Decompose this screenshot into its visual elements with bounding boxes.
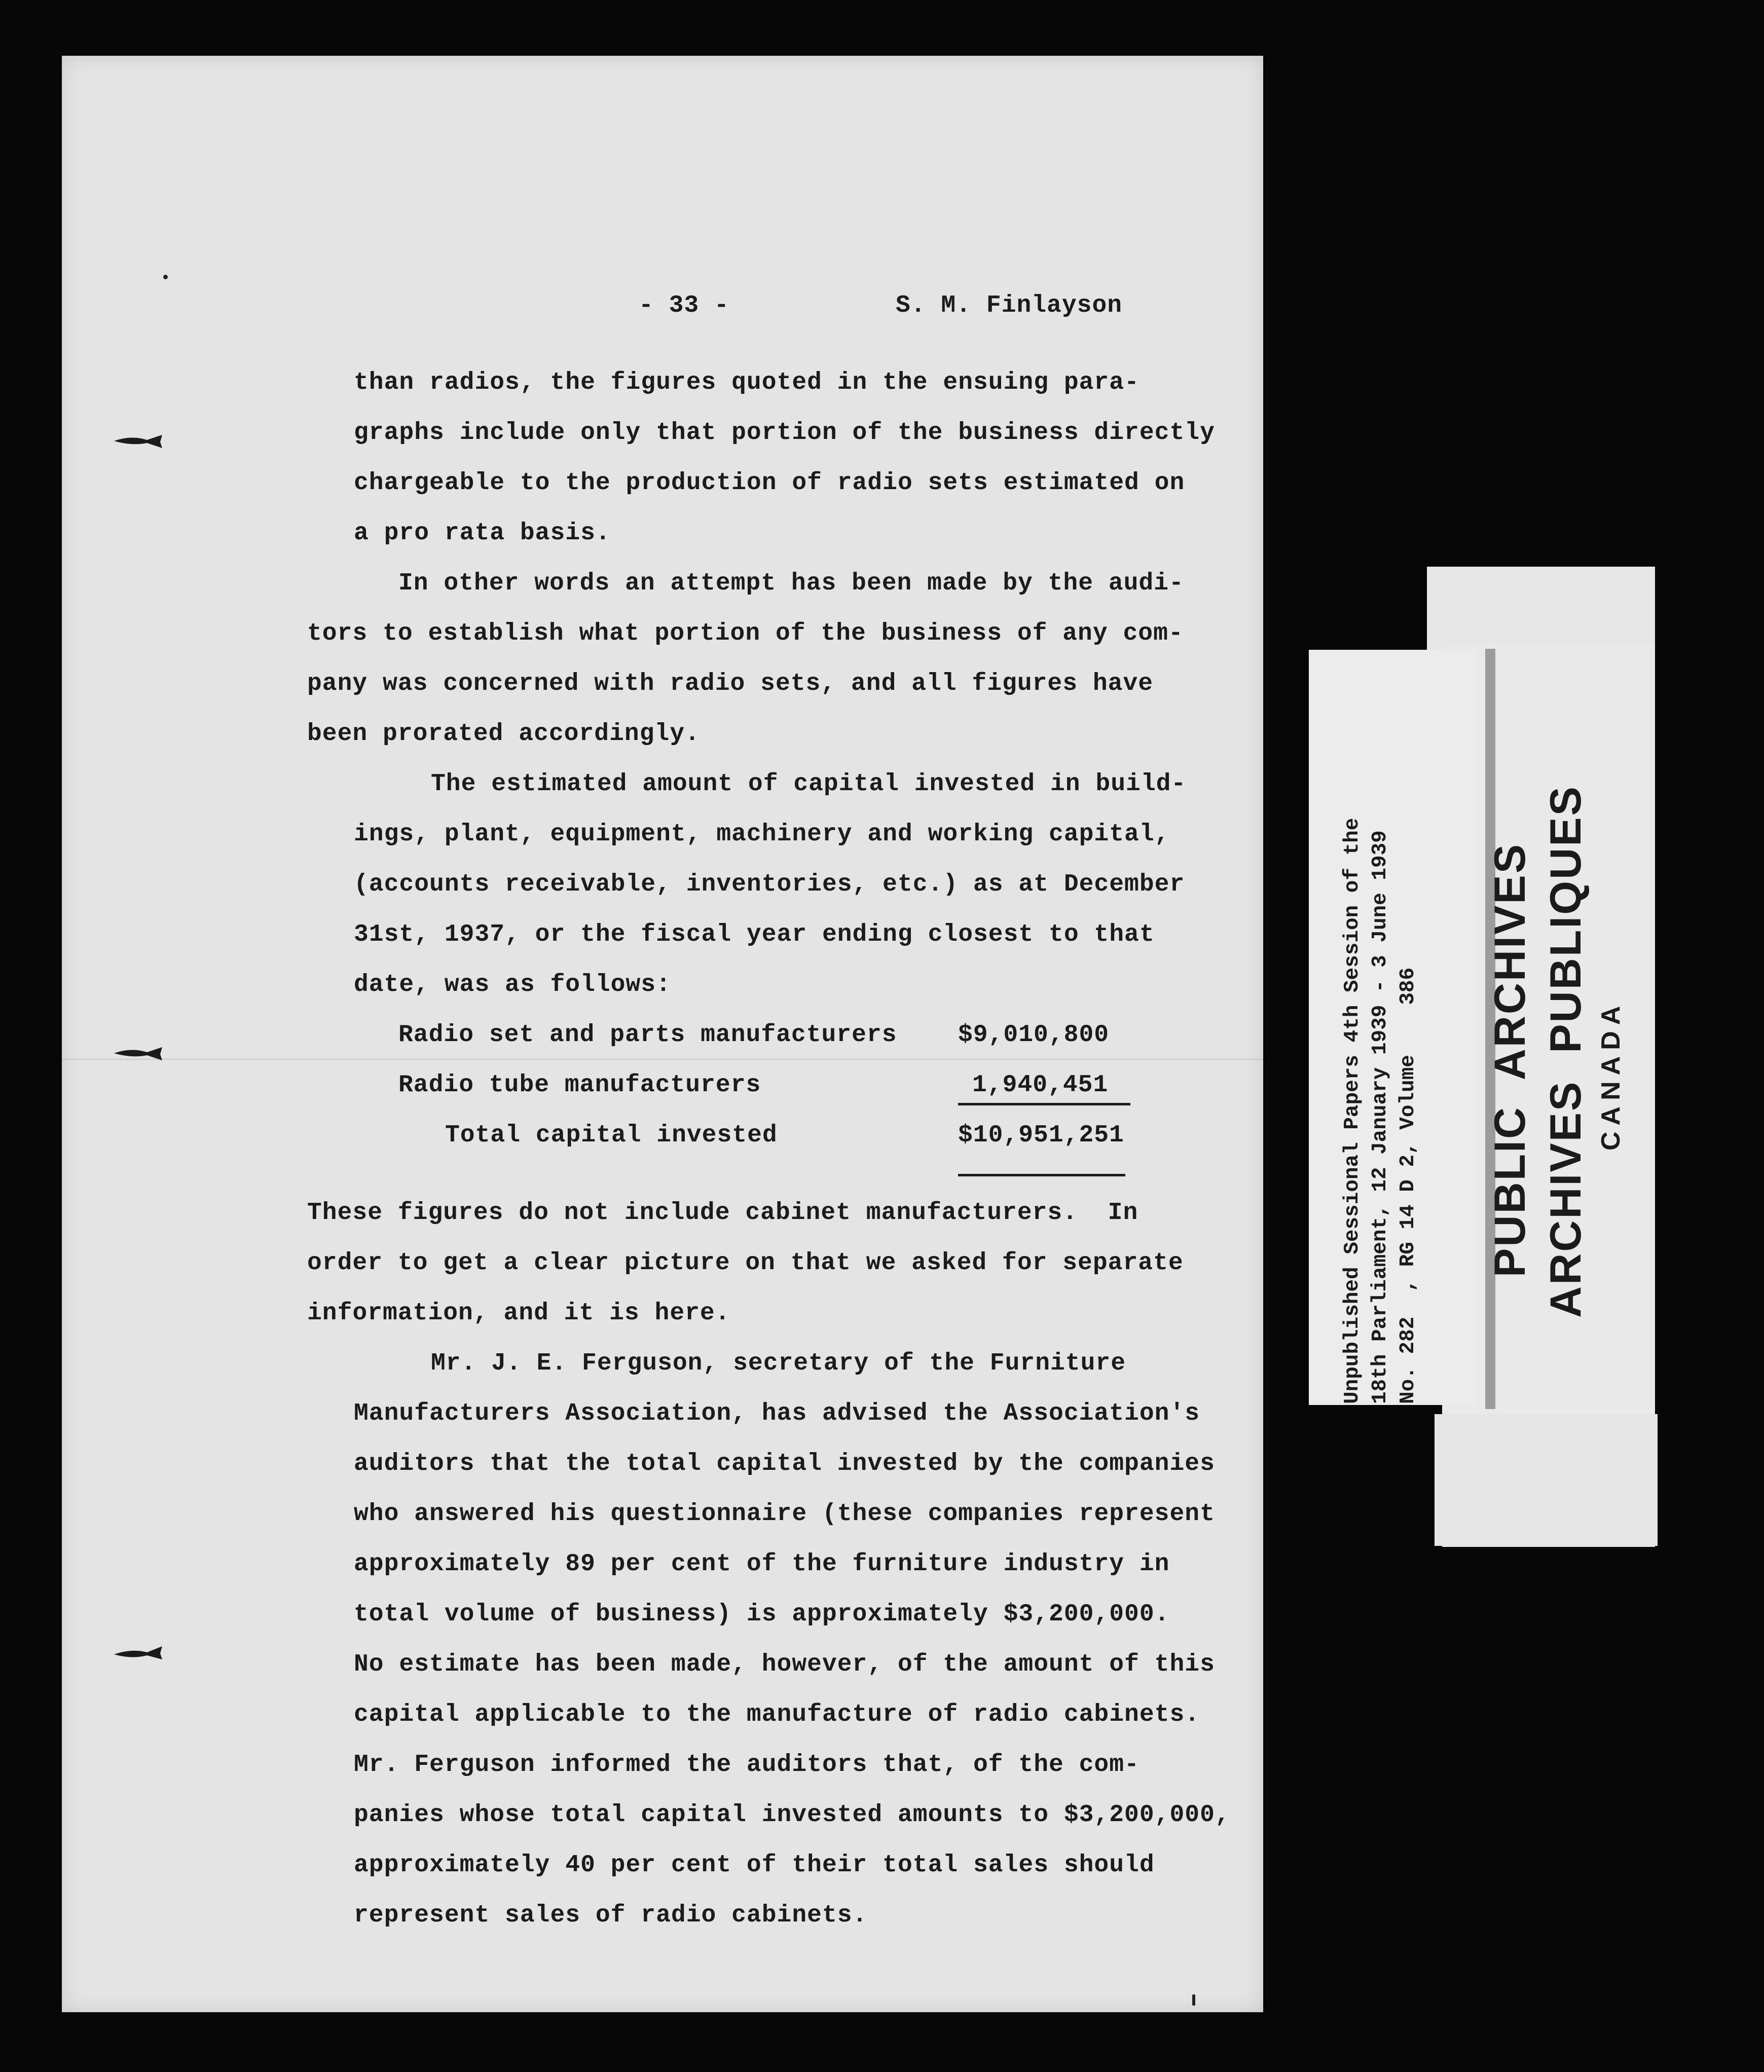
paragraph-line: Mr. J. E. Ferguson, secretary of the Furniture (431, 1350, 1126, 1377)
paragraph-line: chargeable to the production of radio sets estimated on (354, 469, 1185, 497)
paragraph-line: Manufacturers Association, has advised the Association's (354, 1400, 1200, 1427)
paragraph-line: capital applicable to the manufacture of radio cabinets. (354, 1701, 1200, 1728)
table-row-amount: $9,010,800 (958, 1021, 1110, 1049)
paragraph-line: pany was concerned with radio sets, and all figures have (307, 670, 1154, 697)
tag-stub (1435, 1414, 1658, 1546)
page-author: S. M. Finlayson (896, 292, 1123, 319)
paragraph-line: approximately 89 per cent of the furniture industry in (354, 1550, 1170, 1578)
paragraph-line: These figures do not include cabinet manufacturers. In (307, 1199, 1138, 1227)
total-rule (958, 1174, 1125, 1176)
paragraph-line: order to get a clear picture on that we asked for separate (307, 1249, 1184, 1277)
margin-arrow-icon (112, 1043, 167, 1063)
stamp-public-archives: PUBLIC ARCHIVES (1486, 842, 1534, 1277)
tag-description-line: Unpublished Sessional Papers 4th Session of the (1341, 818, 1364, 1404)
paragraph-line: total volume of business) is approximately $3,200,000. (354, 1601, 1170, 1628)
stamp-canada: CANADA (1596, 1000, 1626, 1151)
table-total-amount: $10,951,251 (958, 1122, 1124, 1149)
subtotal-rule (958, 1103, 1130, 1105)
table-total-label: Total capital invested (445, 1122, 778, 1149)
table-row-amount: 1,940,451 (972, 1071, 1109, 1099)
paragraph-line: approximately 40 per cent of their total sales should (354, 1852, 1155, 1879)
paragraph-line: Mr. Ferguson informed the auditors that, of the com- (354, 1751, 1140, 1779)
table-row-label: Radio set and parts manufacturers (398, 1021, 897, 1049)
paragraph-line: tors to establish what portion of the business of any com- (307, 620, 1184, 647)
paragraph-line: date, was as follows: (354, 971, 671, 998)
paragraph-line: In other words an attempt has been made by the audi- (398, 570, 1184, 597)
ink-speck (1192, 1994, 1195, 2006)
tag-description-line: 18th Parliament, 12 January 1939 - 3 June 1939 (1369, 830, 1392, 1404)
ink-speck (163, 275, 168, 279)
paragraph-line: 31st, 1937, or the fiscal year ending closest to that (354, 921, 1155, 948)
paragraph-line: No estimate has been made, however, of the amount of this (354, 1651, 1215, 1678)
document-page (62, 56, 1263, 2012)
paragraph-line: been prorated accordingly. (307, 720, 700, 748)
paragraph-line: auditors that the total capital invested by the companies (354, 1450, 1215, 1477)
paragraph-line: a pro rata basis. (354, 520, 611, 547)
paragraph-line: graphs include only that portion of the business directly (354, 419, 1215, 447)
table-row-label: Radio tube manufacturers (398, 1071, 761, 1099)
paragraph-line: ings, plant, equipment, machinery and working capital, (354, 821, 1170, 848)
scan-seam (62, 1058, 1263, 1060)
tag-description-line: No. 282 , RG 14 D 2, Volume 386 (1396, 967, 1420, 1404)
paragraph-line: represent sales of radio cabinets. (354, 1902, 868, 1929)
tag-label (1309, 650, 1476, 1405)
paragraph-line: The estimated amount of capital invested in build- (431, 770, 1187, 798)
paragraph-line: than radios, the figures quoted in the ensuing para- (354, 369, 1140, 396)
paragraph-line: panies whose total capital invested amounts to $3,200,000, (354, 1801, 1230, 1829)
margin-arrow-icon (112, 1643, 167, 1663)
paragraph-line: (accounts receivable, inventories, etc.) as at December (354, 871, 1185, 898)
paragraph-line: information, and it is here. (307, 1300, 730, 1327)
page-number: - 33 - (639, 292, 729, 319)
margin-arrow-icon (112, 431, 167, 451)
stamp-archives-publiques: ARCHIVES PUBLIQUES (1541, 785, 1590, 1318)
tag-flap (1427, 567, 1655, 658)
paragraph-line: who answered his questionnaire (these companies represent (354, 1500, 1215, 1528)
